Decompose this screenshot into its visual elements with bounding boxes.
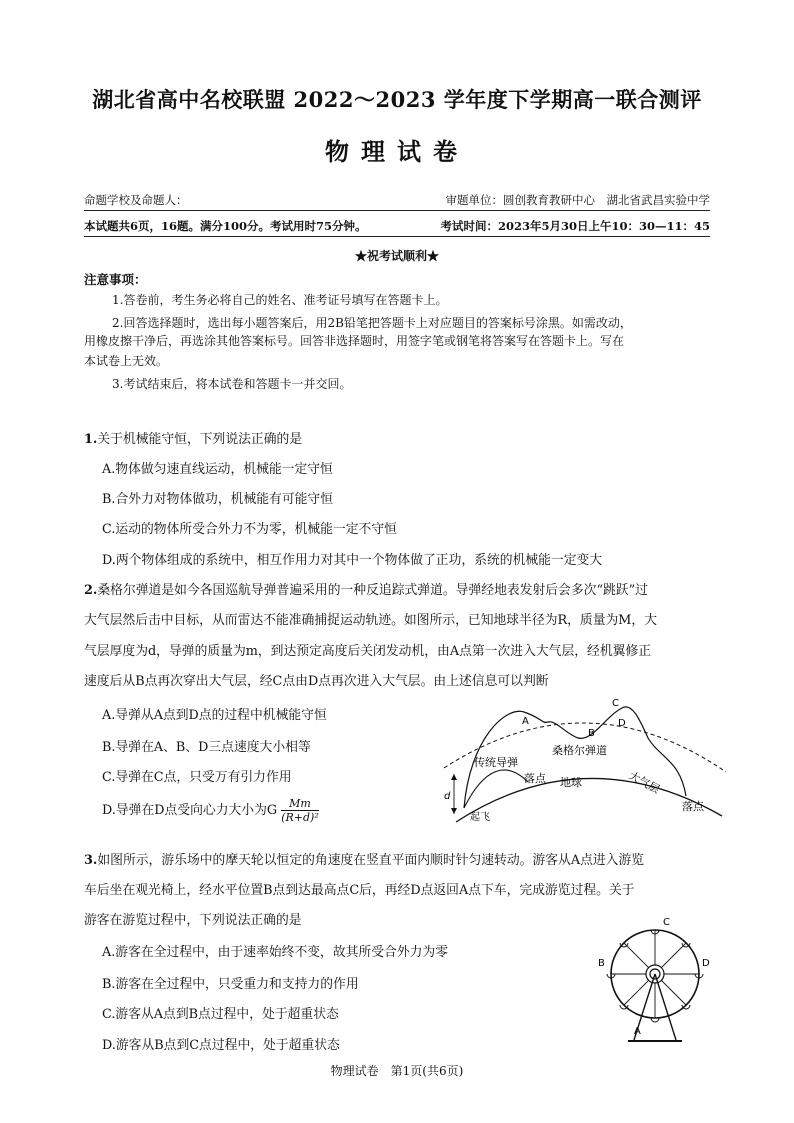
q2-option-d-text: D.导弹在D点受向心力大小为G bbox=[102, 803, 278, 818]
q3-option-a: A.游客在全过程中，由于速率始终不变，故其所受合外力为零 bbox=[102, 945, 449, 960]
header-rule-2 bbox=[84, 236, 710, 237]
q3-line-2: 车后坐在观光椅上，经水平位置B点到达最高点C后，再经D点返回A点下车，完成游览过程。关于 bbox=[84, 883, 635, 898]
exam-info: 本试题共6页，16题。满分100分。考试用时75分钟。 bbox=[84, 219, 367, 233]
notes-heading: 注意事项： bbox=[84, 272, 147, 287]
exam-subtitle: 物理试卷 bbox=[325, 137, 469, 166]
ferris-wheel-figure bbox=[592, 912, 718, 1052]
ferris-label-c: C bbox=[663, 917, 670, 928]
q2-text-1: 桑格尔弹道是如今各国巡航导弹普遍采用的一种反追踪式弹道。导弹经地表发射后会多次“跳跃”过 bbox=[97, 583, 648, 598]
q3-line-3: 游客在游览过程中，下列说法正确的是 bbox=[84, 913, 302, 928]
q2-line-1 bbox=[84, 579, 648, 598]
q2-line-4: 速度后从B点再次穿出大气层，经C点由D点再次进入大气层。由上述信息可以判断 bbox=[84, 674, 549, 689]
impact-label-1: 落点 bbox=[524, 772, 546, 785]
traditional-trajectory-path bbox=[464, 770, 528, 808]
q1-stem bbox=[84, 428, 302, 447]
launch-label: 起飞 bbox=[470, 812, 490, 823]
q2-formula-denominator: (R+d)² bbox=[281, 811, 319, 824]
q1-number: 1. bbox=[84, 432, 98, 447]
thickness-arrow-up bbox=[451, 774, 457, 780]
q2-option-b: B.导弹在A、B、D三点速度大小相等 bbox=[102, 740, 311, 755]
label-d-point: D bbox=[618, 718, 626, 729]
exam-time: 考试时间：2023年5月30日上午10：30—11：45 bbox=[440, 219, 710, 233]
thickness-arrow-down bbox=[451, 808, 457, 814]
impact-label-2: 落点 bbox=[682, 800, 704, 813]
q1-option-b: B.合外力对物体做功，机械能有可能守恒 bbox=[102, 492, 334, 507]
q1-option-d: D.两个物体组成的系统中，相互作用力对其中一个物体做了正功，系统的机械能一定变大 bbox=[102, 553, 603, 568]
traditional-missile-label: 传统导弹 bbox=[474, 756, 518, 769]
earth-label: 地球 bbox=[560, 776, 582, 789]
label-b: B bbox=[588, 728, 595, 739]
q1-option-a: A.物体做匀速直线运动，机械能一定守恒 bbox=[102, 462, 333, 477]
q3-option-c: C.游客从A点到B点过程中，处于超重状态 bbox=[102, 1007, 339, 1022]
note-item-3: 3.考试结束后，将本试卷和答题卡一并交回。 bbox=[112, 377, 352, 391]
q2-option-c: C.导弹在C点，只受万有引力作用 bbox=[102, 770, 292, 785]
atmosphere-label: 大气层 bbox=[626, 769, 662, 797]
ferris-label-d: D bbox=[702, 958, 710, 969]
q1-option-c: C.运动的物体所受合外力不为零，机械能一定不守恒 bbox=[102, 522, 397, 537]
q3-text-1: 如图所示，游乐场中的摩天轮以恒定的角速度在竖直平面内顺时针匀速转动。游客从A点进入游览 bbox=[97, 853, 645, 868]
ferris-label-a: A bbox=[634, 1026, 641, 1037]
label-d: d bbox=[444, 791, 451, 802]
q2-number: 2. bbox=[84, 583, 98, 598]
ferris-label-b: B bbox=[598, 958, 605, 969]
q3-line-1 bbox=[84, 849, 644, 868]
q2-option-a: A.导弹从A点到D点的过程中机械能守恒 bbox=[102, 708, 327, 723]
q2-formula-numerator: Mm bbox=[281, 797, 319, 811]
label-a: A bbox=[522, 716, 529, 727]
q2-formula-fraction bbox=[281, 797, 319, 824]
note-item-2-line-3: 本试卷上无效。 bbox=[84, 354, 169, 368]
q3-option-b: B.游客在全过程中，只受重力和支持力的作用 bbox=[102, 977, 359, 992]
label-c: C bbox=[612, 698, 619, 709]
author-label: 命题学校及命题人： bbox=[84, 193, 188, 207]
q2-line-2: 大气层然后击中目标，从而雷达不能准确捕捉运动轨迹。如图所示，已知地球半径为R，质量为M，大 bbox=[84, 613, 658, 628]
sanger-trajectory-figure bbox=[436, 698, 726, 830]
sanger-trajectory-label: 桑格尔弹道 bbox=[552, 744, 607, 757]
note-item-2-line-2: 用橡皮擦干净后，再选涂其他答案标号。回答非选择题时，用签字笔或钢笔将答案写在答题卡上。写在 bbox=[84, 334, 625, 348]
page-footer: 物理试卷 第1页(共6页) bbox=[330, 1064, 464, 1078]
exam-title: 湖北省高中名校联盟 2022～2023 学年度下学期高一联合测评 bbox=[92, 87, 702, 112]
review-units: 审题单位：圆创教育教研中心 湖北省武昌实验中学 bbox=[445, 193, 710, 207]
blessing-text: ★祝考试顺利★ bbox=[354, 249, 439, 263]
note-item-1: 1.答卷前，考生务必将自己的姓名、准考证号填写在答题卡上。 bbox=[112, 293, 448, 307]
q3-number: 3. bbox=[84, 853, 98, 868]
q3-option-d: D.游客从B点到C点过程中，处于超重状态 bbox=[102, 1038, 340, 1053]
note-item-2-line-1: 2.回答选择题时，选出每小题答案后，用2B铅笔把答题卡上对应题目的答案标号涂黑。如需改动， bbox=[112, 316, 632, 330]
header-rule bbox=[84, 210, 710, 211]
q2-line-3: 气层厚度为d，导弹的质量为m，到达预定高度后关闭发动机，由A点第一次进入大气层，经机翼修正 bbox=[84, 644, 652, 659]
q2-option-d bbox=[102, 797, 319, 824]
q1-text: 关于机械能守恒，下列说法正确的是 bbox=[97, 432, 303, 447]
